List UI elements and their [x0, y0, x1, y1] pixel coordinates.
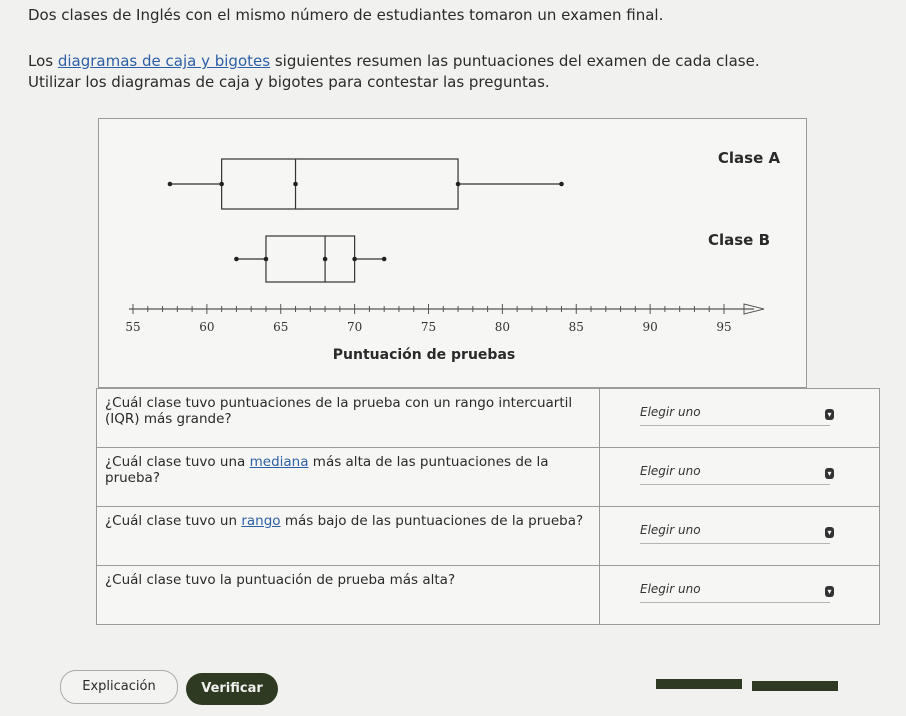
chevron-down-icon[interactable]: ▾ [825, 468, 834, 479]
boxplot-svg [99, 119, 806, 387]
glossary-link[interactable]: rango [241, 513, 281, 529]
select-placeholder: Elegir uno [640, 464, 701, 478]
question-pre: ¿Cuál clase tuvo una [105, 454, 250, 470]
box-point [264, 257, 269, 262]
x-tick-label: 85 [568, 320, 584, 334]
box-point [168, 182, 173, 187]
question-text [97, 507, 600, 566]
series-label: Clase B [707, 231, 771, 249]
question-pre: ¿Cuál clase tuvo un [105, 513, 242, 529]
answer-cell [600, 389, 880, 448]
question-pre: ¿Cuál clase tuvo la puntuación de prueba más alta? [105, 572, 456, 588]
x-tick-label: 70 [346, 320, 363, 334]
select-placeholder: Elegir uno [640, 405, 701, 419]
answer-select[interactable] [640, 464, 830, 485]
line2-before: Los [28, 52, 58, 70]
answer-cell [600, 507, 880, 566]
instructions-line-2 [28, 52, 760, 71]
question-post: más bajo de las puntuaciones de la prueba? [280, 513, 584, 529]
box-point [323, 257, 328, 262]
box-point [234, 257, 239, 262]
question-post: más alta de las puntuaciones de la prueba? [105, 454, 549, 486]
question-pre: ¿Cuál clase tuvo puntuaciones de la prueba con un rango intercuartil (IQR) más grande? [105, 395, 573, 427]
box [222, 159, 458, 209]
question-row [97, 507, 880, 566]
chevron-down-icon[interactable]: ▾ [825, 527, 834, 538]
question-row [97, 566, 880, 625]
answer-cell [600, 566, 880, 625]
select-placeholder: Elegir uno [640, 582, 701, 596]
x-tick-label: 80 [494, 320, 511, 334]
x-tick-label: 75 [420, 320, 437, 334]
box-point [293, 182, 298, 187]
boxplot-link[interactable]: diagramas de caja y bigotes [57, 52, 271, 70]
toolbar-bar [656, 679, 742, 689]
line2-after: siguientes resumen las puntuaciones del examen de cada clase. [270, 52, 760, 70]
x-tick-label: 55 [125, 320, 141, 334]
toolbar-bar [752, 681, 838, 691]
x-tick-label: 60 [199, 320, 215, 334]
answer-select[interactable] [640, 523, 830, 544]
boxplot-chart [98, 118, 807, 388]
questions-table [96, 388, 880, 625]
verify-button[interactable]: Verificar [186, 673, 278, 705]
box-point [352, 257, 357, 262]
answer-select[interactable] [640, 582, 830, 603]
chevron-down-icon[interactable]: ▾ [825, 586, 834, 597]
box-point [382, 257, 387, 262]
question-text [97, 448, 600, 507]
box-point [559, 182, 564, 187]
x-tick-label: 95 [716, 320, 732, 334]
glossary-link[interactable]: mediana [249, 454, 309, 470]
instructions-line-1: Dos clases de Inglés con el mismo número de estudiantes tomaron un examen final. [28, 6, 664, 24]
x-tick-label: 90 [642, 320, 658, 334]
explanation-button[interactable]: Explicación [60, 670, 178, 704]
question-row [97, 389, 880, 448]
instructions-line-3: Utilizar los diagramas de caja y bigotes para contestar las preguntas. [28, 73, 550, 91]
answer-cell [600, 448, 880, 507]
select-placeholder: Elegir uno [640, 523, 701, 537]
x-tick-label: 65 [273, 320, 289, 334]
box-point [219, 182, 224, 187]
question-row [97, 448, 880, 507]
box-point [456, 182, 461, 187]
chevron-down-icon[interactable]: ▾ [825, 409, 834, 420]
series-label: Clase A [717, 149, 781, 167]
question-text [97, 389, 600, 448]
x-axis-label: Puntuación de pruebas [332, 347, 516, 363]
box [266, 236, 355, 282]
answer-select[interactable] [640, 405, 830, 426]
question-text [97, 566, 600, 625]
